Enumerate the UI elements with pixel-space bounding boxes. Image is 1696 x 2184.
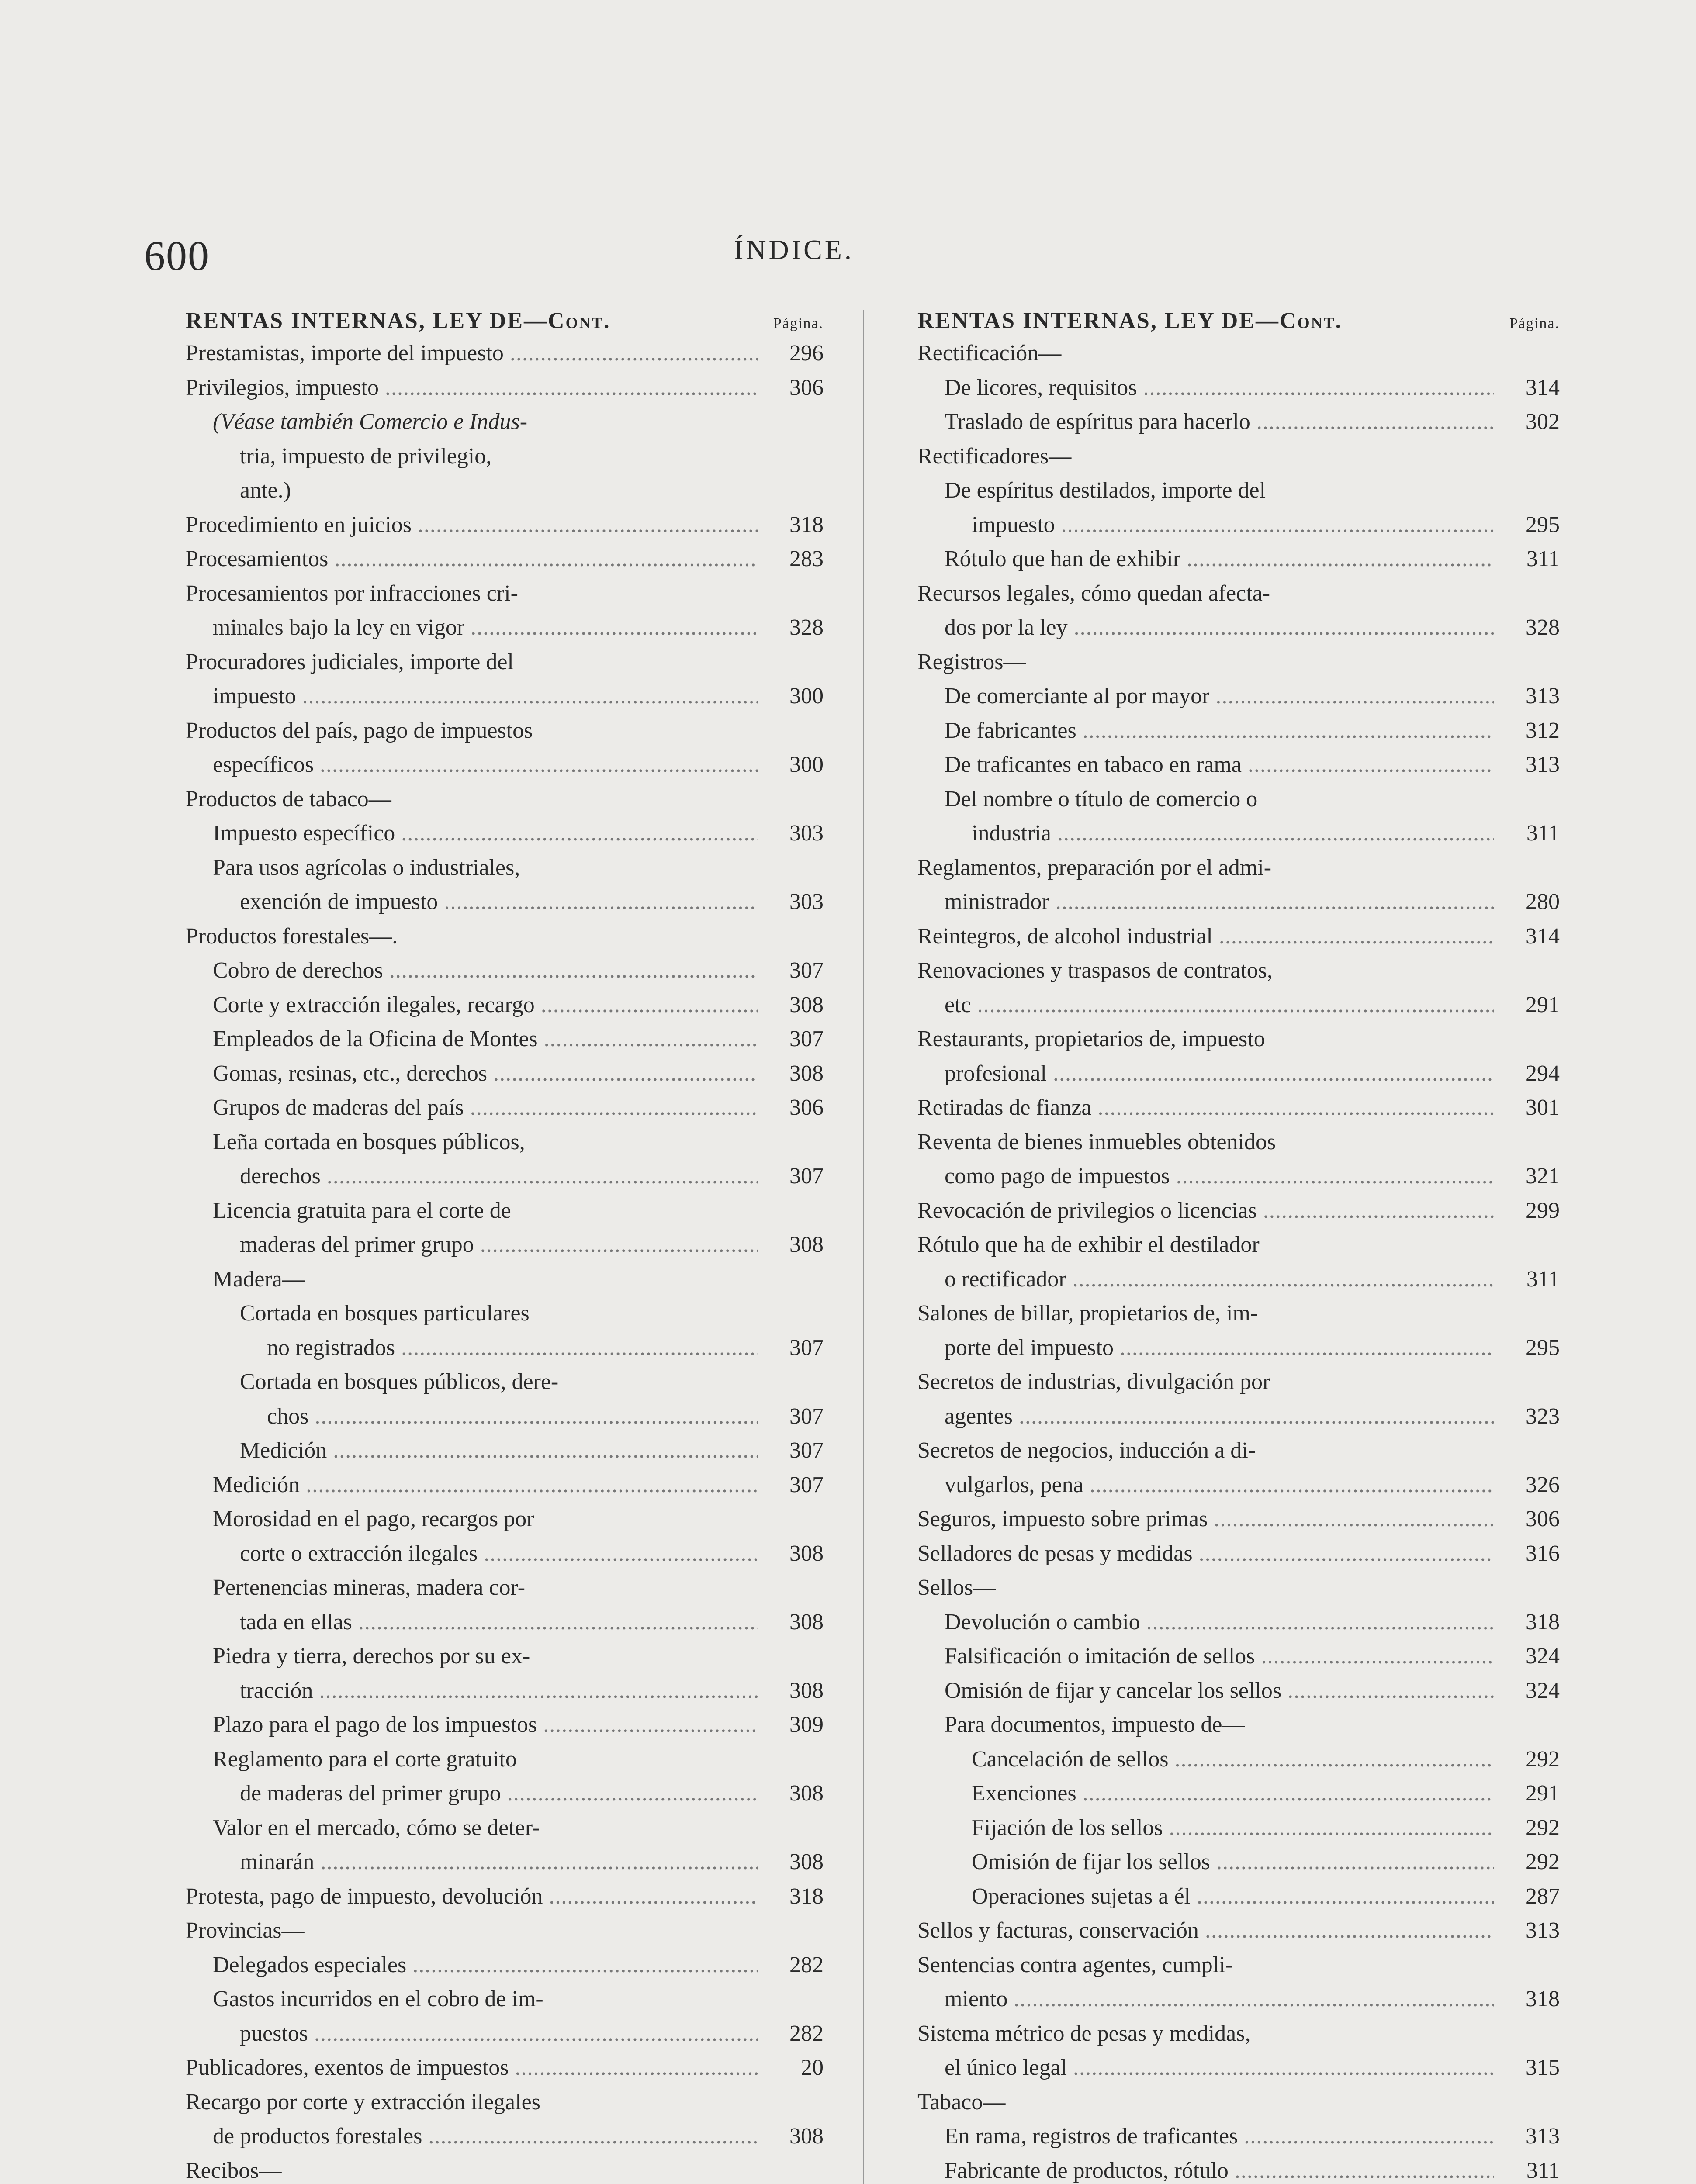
- entry-page-number: 324: [1526, 1644, 1560, 1669]
- entry-page-number: 296: [789, 341, 824, 366]
- entry-label-continuation: o rectificador .....: [917, 1262, 1494, 1297]
- entry-page-number: 309: [789, 1712, 824, 1737]
- entry-label: Selladores de pesas y medidas .....: [917, 1537, 1494, 1571]
- entry-page-number: 301: [1526, 1095, 1560, 1120]
- entry-label: Restaurants, propietarios de, impuesto: [917, 1026, 1265, 1051]
- index-entry: [186, 1022, 828, 1057]
- index-entry: [917, 1605, 1564, 1640]
- index-entry: [917, 1502, 1564, 1537]
- entry-label-continuation: derechos .....: [186, 1159, 758, 1194]
- entry-label-continuation: tracción .....: [186, 1674, 758, 1708]
- index-entry: [917, 919, 1564, 954]
- index-entry: [917, 1571, 1564, 1605]
- entry-label-continuation: como pago de impuestos .....: [917, 1159, 1494, 1194]
- index-entry: [917, 1091, 1564, 1125]
- entry-page-number: 313: [1526, 752, 1560, 777]
- index-entry: [186, 1571, 828, 1639]
- index-entry: [917, 1914, 1564, 1948]
- index-entry: [917, 1674, 1564, 1708]
- entry-page-number: 328: [1526, 615, 1560, 640]
- index-entry: [917, 371, 1564, 405]
- index-entry: [186, 782, 828, 817]
- entry-page-number: 295: [1526, 512, 1560, 537]
- running-title: ÍNDICE.: [734, 234, 854, 265]
- index-entry: [186, 1125, 828, 1194]
- entry-page-number: 307: [789, 1164, 824, 1189]
- index-entry: [917, 542, 1564, 577]
- entry-label: Registros—: [917, 649, 1026, 674]
- entry-label: Sellos y facturas, conservación .....: [917, 1914, 1494, 1948]
- index-entry: [186, 1468, 828, 1503]
- index-entry: [186, 1194, 828, 1262]
- index-entry: [917, 2154, 1564, 2184]
- entry-label-continuation: impuesto .....: [917, 508, 1494, 543]
- index-entry: [186, 1948, 828, 1983]
- entry-label-continuation: el único legal .....: [917, 2051, 1494, 2085]
- entry-label-continuation: industria .....: [917, 816, 1494, 851]
- entry-label-continuation: de productos forestales .....: [186, 2119, 758, 2154]
- index-entry: [186, 954, 828, 988]
- index-entry: [917, 1125, 1564, 1194]
- index-entry: [917, 1880, 1564, 1914]
- entry-label: Corte y extracción ilegales, recargo .....: [186, 988, 758, 1023]
- entry-label: Traslado de espíritus para hacerlo .....: [917, 405, 1494, 439]
- entry-label: Rótulo que ha de exhibir el destilador: [917, 1232, 1260, 1257]
- index-entry: [186, 336, 828, 371]
- entry-label: Gastos incurridos en el cobro de im-: [213, 1987, 543, 2011]
- entry-label: Sistema métrico de pesas y medidas,: [917, 2021, 1251, 2046]
- entry-page-number: 282: [789, 2021, 824, 2046]
- entry-page-number: 307: [789, 1472, 824, 1497]
- index-entry: [186, 1742, 828, 1811]
- entry-label: Provincias—: [186, 1918, 305, 1943]
- index-entry: [917, 1776, 1564, 1811]
- entry-page-number: 308: [789, 1541, 824, 1566]
- index-entry: [917, 2085, 1564, 2120]
- index-entry: [917, 1434, 1564, 1502]
- index-entry: [186, 2085, 828, 2154]
- entry-label: Valor en el mercado, cómo se deter-: [213, 1815, 540, 1840]
- entry-page-number: 282: [789, 1952, 824, 1977]
- entry-page-number: 295: [1526, 1335, 1560, 1360]
- entry-label-continuation: dos por la ley .....: [917, 611, 1494, 645]
- entry-label: Retiradas de fianza .....: [917, 1091, 1494, 1125]
- entry-label-continuation: vulgarlos, pena .....: [917, 1468, 1494, 1503]
- index-entry: [917, 577, 1564, 645]
- entry-page-number: 308: [789, 1232, 824, 1257]
- entry-page-number: 314: [1526, 923, 1560, 949]
- entry-label: Recursos legales, cómo quedan afecta-: [917, 581, 1270, 606]
- entry-page-number: 300: [789, 752, 824, 777]
- entry-page-number: 318: [789, 1883, 824, 1909]
- index-entry: [186, 2154, 828, 2184]
- entry-label: Del nombre o título de comercio o: [945, 786, 1258, 812]
- entry-label: Rectificadores—: [917, 443, 1072, 469]
- entry-label: Productos del país, pago de impuestos: [186, 718, 533, 743]
- entry-label: Cortada en bosques particulares: [240, 1301, 530, 1326]
- entry-page-number: 303: [789, 821, 824, 846]
- entry-page-number: 308: [789, 1609, 824, 1635]
- entry-label: Medición .....: [186, 1468, 758, 1503]
- left-column: [186, 306, 828, 2184]
- entry-label: Procesamientos por infracciones cri-: [186, 581, 518, 606]
- index-entry: [186, 1091, 828, 1125]
- index-entry: [917, 1296, 1564, 1365]
- pagina-label: Página.: [773, 315, 824, 332]
- entry-label: De espíritus destilados, importe del: [945, 478, 1266, 503]
- right-column: [917, 306, 1564, 2184]
- index-entry: [917, 1948, 1564, 2017]
- entry-page-number: 311: [1526, 2158, 1560, 2183]
- entry-label: Privilegios, impuesto .....: [186, 371, 758, 405]
- index-entry: [917, 679, 1564, 714]
- entry-label: Empleados de la Oficina de Montes .....: [186, 1022, 758, 1057]
- entry-page-number: 308: [789, 1678, 824, 1703]
- index-entry: [917, 1022, 1564, 1091]
- index-entry: [186, 1365, 828, 1434]
- index-entry: [186, 1811, 828, 1880]
- entry-page-number: 311: [1526, 546, 1560, 571]
- entry-label: Productos de tabaco—: [186, 786, 391, 812]
- entry-page-number: 280: [1526, 889, 1560, 914]
- entry-label: Reglamento para el corte gratuito: [213, 1746, 517, 1772]
- index-entry: [186, 1914, 828, 1948]
- index-entry: [917, 748, 1564, 782]
- entry-page-number: 311: [1526, 1266, 1560, 1292]
- entry-page-number: 308: [789, 2124, 824, 2149]
- index-entry: [186, 988, 828, 1023]
- entry-label: Rectificación—: [917, 341, 1062, 366]
- entry-page-number: 321: [1526, 1164, 1560, 1189]
- entry-label: Prestamistas, importe del impuesto .....: [186, 336, 758, 371]
- index-entry: [186, 542, 828, 577]
- entry-page-number: 294: [1526, 1061, 1560, 1086]
- entry-label: Exenciones .....: [917, 1776, 1494, 1811]
- index-entry: [186, 508, 828, 543]
- index-entry: [917, 782, 1564, 851]
- column-heading: [186, 306, 828, 336]
- index-entry: [186, 645, 828, 714]
- index-entry: [917, 1845, 1564, 1880]
- entry-label: Publicadores, exentos de impuestos .....: [186, 2051, 758, 2085]
- entry-page-number: 318: [1526, 1987, 1560, 2011]
- entry-page-number: 308: [789, 1061, 824, 1086]
- entry-label: Reintegros, de alcohol industrial .....: [917, 919, 1494, 954]
- entry-page-number: 324: [1526, 1678, 1560, 1703]
- entry-label: Salones de billar, propietarios de, im-: [917, 1301, 1258, 1326]
- index-entry: [186, 1639, 828, 1708]
- entry-label: Secretos de industrias, divulgación por: [917, 1369, 1270, 1394]
- entry-page-number: 302: [1526, 409, 1560, 434]
- entry-label-continuation: específicos .....: [186, 748, 758, 782]
- entry-label: Grupos de maderas del país .....: [186, 1091, 758, 1125]
- entry-label: Morosidad en el pago, recargos por: [213, 1507, 534, 1531]
- entry-label: Cobro de derechos .....: [186, 954, 758, 988]
- entry-page-number: 299: [1526, 1198, 1560, 1223]
- entry-label: Revocación de privilegios o licencias .....: [917, 1194, 1494, 1228]
- index-entry: [917, 336, 1564, 371]
- entry-label: Renovaciones y traspasos de contratos,: [917, 958, 1273, 983]
- index-entries: [917, 336, 1564, 2184]
- entry-label: Medición .....: [186, 1434, 758, 1468]
- index-entry: [186, 1262, 828, 1297]
- entry-label-continuation: minales bajo la ley en vigor .....: [186, 611, 758, 645]
- entry-label-continuation: ante.): [240, 478, 291, 503]
- entry-label: Pertenencias mineras, madera cor-: [213, 1575, 526, 1600]
- index-entry: [917, 1708, 1564, 1742]
- entry-page-number: 20: [801, 2055, 824, 2080]
- index-entry: [186, 816, 828, 851]
- entry-page-number: 313: [1526, 2124, 1560, 2149]
- entry-label: De licores, requisitos .....: [917, 371, 1494, 405]
- index-entry: [917, 473, 1564, 542]
- index-entry: [186, 714, 828, 782]
- entry-label: (Véase también Comercio e Indus-: [213, 409, 528, 434]
- entry-label-continuation: miento .....: [917, 1982, 1494, 2017]
- index-entry: [917, 1194, 1564, 1228]
- entry-page-number: 307: [789, 1026, 824, 1051]
- index-entry: [917, 2119, 1564, 2154]
- index-entry: [186, 371, 828, 405]
- entry-label: Plazo para el pago de los impuestos .....: [186, 1708, 758, 1742]
- index-entry: [186, 1057, 828, 1091]
- index-entry: [186, 1502, 828, 1571]
- entry-label: Productos forestales—.: [186, 923, 398, 949]
- entry-page-number: 328: [789, 615, 824, 640]
- column-heading-title: RENTAS INTERNAS, LEY DE—Cont.: [917, 308, 1343, 333]
- entry-page-number: 307: [789, 958, 824, 983]
- index-entry: [917, 1365, 1564, 1434]
- entry-page-number: 318: [789, 512, 824, 537]
- index-entry: [186, 1880, 828, 1914]
- entry-label: Recargo por corte y extracción ilegales: [186, 2089, 540, 2115]
- index-entry: [186, 1296, 828, 1365]
- entry-label: Sellos—: [917, 1575, 996, 1600]
- entry-label-continuation: profesional .....: [917, 1057, 1494, 1091]
- entry-label-continuation: tria, impuesto de privilegio,: [240, 443, 492, 469]
- entry-page-number: 308: [789, 992, 824, 1017]
- column-divider: [863, 310, 864, 2184]
- entry-page-number: 314: [1526, 375, 1560, 400]
- index-entry: [186, 577, 828, 645]
- entry-label-continuation: chos .....: [186, 1400, 758, 1434]
- entry-page-number: 326: [1526, 1472, 1560, 1497]
- index-entry: [917, 851, 1564, 919]
- entry-page-number: 311: [1526, 821, 1560, 846]
- index-entry: [917, 1742, 1564, 1777]
- entry-label-continuation: de maderas del primer grupo .....: [186, 1776, 758, 1811]
- entry-label-continuation: ministrador .....: [917, 885, 1494, 919]
- column-heading: [917, 306, 1564, 336]
- index-entry: [917, 2017, 1564, 2085]
- entry-label-continuation: maderas del primer grupo .....: [186, 1228, 758, 1262]
- entry-label: De fabricantes .....: [917, 714, 1494, 748]
- index-entry: [186, 1708, 828, 1742]
- entry-page-number: 303: [789, 889, 824, 914]
- index-entry: [917, 954, 1564, 1022]
- index-entry: [186, 851, 828, 919]
- entry-label: Procesamientos .....: [186, 542, 758, 577]
- index-entries: [186, 336, 828, 2184]
- entry-label: Para usos agrícolas o industriales,: [213, 855, 520, 880]
- index-entry: [186, 405, 828, 508]
- entry-label: Sentencias contra agentes, cumpli-: [917, 1952, 1233, 1977]
- entry-page-number: 316: [1526, 1541, 1560, 1566]
- index-entry: [917, 405, 1564, 439]
- index-entry: [917, 1639, 1564, 1674]
- entry-page-number: 306: [1526, 1507, 1560, 1531]
- entry-page-number: 306: [789, 375, 824, 400]
- entry-page-number: 283: [789, 546, 824, 571]
- entry-page-number: 307: [789, 1335, 824, 1360]
- index-entry: [917, 1537, 1564, 1571]
- entry-page-number: 300: [789, 684, 824, 708]
- column-heading-title: RENTAS INTERNAS, LEY DE—Cont.: [186, 308, 611, 333]
- entry-page-number: 287: [1526, 1883, 1560, 1909]
- entry-page-number: 291: [1526, 992, 1560, 1017]
- entry-label: Operaciones sujetas a él .....: [917, 1880, 1494, 1914]
- entry-page-number: 307: [789, 1438, 824, 1463]
- entry-page-number: 308: [789, 1781, 824, 1806]
- entry-label: Procedimiento en juicios .....: [186, 508, 758, 543]
- entry-label-continuation: etc .....: [917, 988, 1494, 1023]
- entry-label: Rótulo que han de exhibir .....: [917, 542, 1494, 577]
- index-entry: [186, 1982, 828, 2051]
- entry-page-number: 312: [1526, 718, 1560, 743]
- index-entry: [917, 1228, 1564, 1296]
- entry-page-number: 313: [1526, 684, 1560, 708]
- page-number: 600: [144, 232, 210, 279]
- entry-label: Tabaco—: [917, 2089, 1006, 2115]
- entry-label: Devolución o cambio .....: [917, 1605, 1494, 1640]
- entry-label-continuation: impuesto .....: [186, 679, 758, 714]
- entry-label-continuation: agentes .....: [917, 1400, 1494, 1434]
- entry-label: Gomas, resinas, etc., derechos .....: [186, 1057, 758, 1091]
- index-entry: [917, 1811, 1564, 1845]
- entry-label-continuation: porte del impuesto .....: [917, 1331, 1494, 1365]
- entry-page-number: 292: [1526, 1746, 1560, 1772]
- index-entry: [917, 439, 1564, 474]
- entry-label: Impuesto específico .....: [186, 816, 758, 851]
- entry-page-number: 292: [1526, 1849, 1560, 1874]
- pagina-label: Página.: [1509, 315, 1560, 332]
- entry-page-number: 318: [1526, 1609, 1560, 1635]
- entry-page-number: 306: [789, 1095, 824, 1120]
- entry-label-continuation: exención de impuesto .....: [186, 885, 758, 919]
- entry-label: En rama, registros de traficantes .....: [917, 2119, 1494, 2154]
- entry-label: Omisión de fijar los sellos .....: [917, 1845, 1494, 1880]
- entry-label-continuation: no registrados .....: [186, 1331, 758, 1365]
- entry-label: Protesta, pago de impuesto, devolución .....: [186, 1880, 758, 1914]
- entry-label-continuation: minarán .....: [186, 1845, 758, 1880]
- entry-label: Reglamentos, preparación por el admi-: [917, 855, 1272, 880]
- index-entry: [186, 1434, 828, 1468]
- index-entry: [917, 714, 1564, 748]
- entry-label-continuation: tada en ellas .....: [186, 1605, 758, 1640]
- entry-label-continuation: puestos .....: [186, 2017, 758, 2051]
- entry-label: Delegados especiales .....: [186, 1948, 758, 1983]
- entry-label: Cortada en bosques públicos, dere-: [240, 1369, 559, 1394]
- entry-label: Fijación de los sellos .....: [917, 1811, 1494, 1845]
- entry-label: Licencia gratuita para el corte de: [213, 1198, 511, 1223]
- entry-label: Para documentos, impuesto de—: [945, 1712, 1245, 1737]
- entry-label: Cancelación de sellos .....: [917, 1742, 1494, 1777]
- entry-page-number: 291: [1526, 1781, 1560, 1806]
- entry-label-continuation: corte o extracción ilegales .....: [186, 1537, 758, 1571]
- entry-label: De comerciante al por mayor .....: [917, 679, 1494, 714]
- entry-label: Seguros, impuesto sobre primas .....: [917, 1502, 1494, 1537]
- entry-label: Procuradores judiciales, importe del: [186, 649, 514, 674]
- entry-label: Leña cortada en bosques públicos,: [213, 1129, 525, 1154]
- entry-label: Omisión de fijar y cancelar los sellos .....: [917, 1674, 1494, 1708]
- entry-page-number: 323: [1526, 1403, 1560, 1429]
- entry-label: Recibos—: [186, 2158, 282, 2183]
- entry-label: De traficantes en tabaco en rama .....: [917, 748, 1494, 782]
- entry-page-number: 315: [1526, 2055, 1560, 2080]
- entry-label: Fabricante de productos, rótulo .....: [917, 2154, 1494, 2184]
- entry-page-number: 308: [789, 1849, 824, 1874]
- entry-page-number: 313: [1526, 1918, 1560, 1943]
- entry-label: Reventa de bienes inmuebles obtenidos: [917, 1129, 1276, 1154]
- index-entry: [186, 2051, 828, 2085]
- entry-page-number: 307: [789, 1403, 824, 1429]
- entry-page-number: 292: [1526, 1815, 1560, 1840]
- index-entry: [186, 919, 828, 954]
- entry-label: Madera—: [213, 1266, 305, 1292]
- index-entry: [917, 645, 1564, 680]
- entry-label: Piedra y tierra, derechos por su ex-: [213, 1644, 530, 1669]
- entry-label: Falsificación o imitación de sellos .....: [917, 1639, 1494, 1674]
- entry-label: Secretos de negocios, inducción a di-: [917, 1438, 1256, 1463]
